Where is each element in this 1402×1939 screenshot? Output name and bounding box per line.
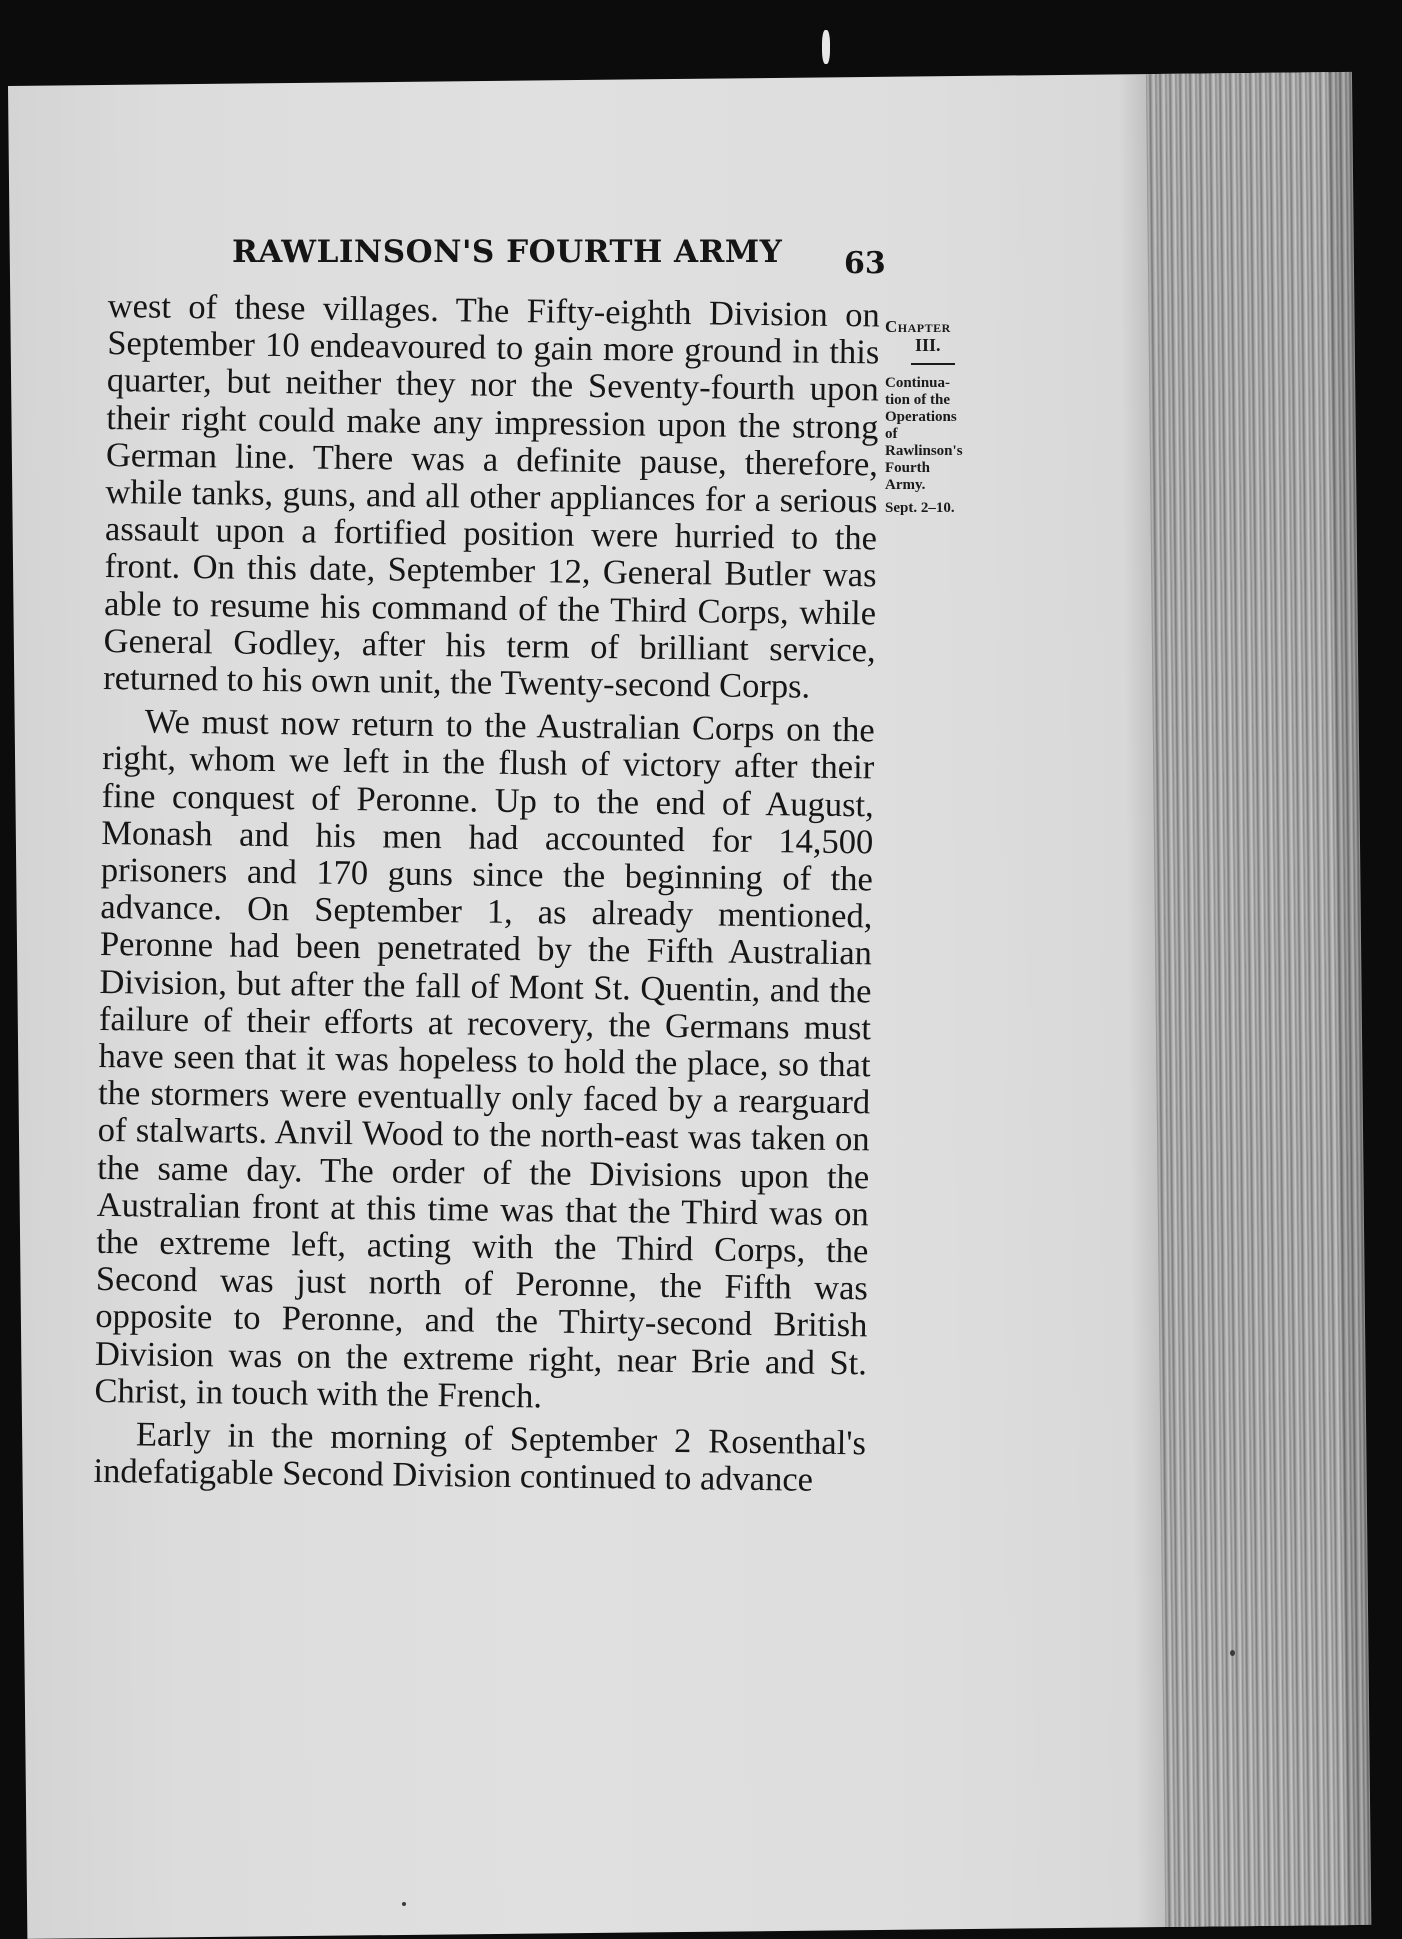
margin-note-line: Army. [885, 477, 926, 493]
margin-note-line: Operations [885, 409, 957, 425]
margin-note-line: of [885, 426, 898, 442]
paragraph-3: Early in the morning of September 2 Rosenthal's indefatigable Second Division continued to advance [93, 1415, 867, 1499]
margin-date: Sept. 2–10. [885, 500, 955, 516]
page-tab-mark [822, 30, 830, 64]
paragraph-1: west of these villages. The Fifty-eighth Division on September 10 endeavoured to gain more ground in this quarter, but neither they nor the Seventy-fourth upon their right could make any impression upon the strong German line. There was a definite pause, therefore, while tanks, guns, and all other appliances for a serious assault upon a fortified position were hurried to the front. On this date, September 12, General Butler was able to resume his command of the Third Corps, while General Godley, after his term of brilliant service, returned to his own unit, the Twenty-second Corps. [103, 287, 880, 706]
margin-notes [885, 318, 1010, 517]
margin-chapter-label: Chapter [885, 317, 951, 336]
margin-note-line: Rawlinson's [885, 443, 963, 459]
page-edge-stack [1146, 72, 1371, 1927]
body-text [93, 288, 880, 1500]
margin-chapter-number: III. [915, 335, 941, 355]
print-speck [402, 1902, 406, 1906]
margin-note-line: Fourth [885, 460, 930, 476]
paragraph-2: We must now return to the Australian Corps on the right, whom we left in the flush of victory after their fine conquest of Peronne. Up to the end of August, Monash and his men had accounted for 14,500 prisoners and 170 guns since the beginning of the advance. On September 1, as already mentioned, Peronne had been penetrated by the Fifth Australian Division, but after the fall of Mont St. Quentin, and the failure of their efforts at recovery, the Germans must have seen that it was hopeless to hold the place, so that the stormers were eventually only faced by a rearguard of stalwarts. Anvil Wood to the north-east was taken on the same day. The order of the Divisions upon the Australian front at this time was that the Third was on the extreme left, acting with the Third Corps, the Second was just north of Peronne, the Fifth was opposite to Peronne, and the Thirty-second British Division was on the extreme right, near Brie and St. Christ, in touch with the French. [94, 702, 875, 1416]
margin-note-line: tion of the [885, 392, 950, 408]
margin-note-line: Continua- [885, 375, 951, 391]
margin-rule [911, 363, 955, 365]
page-number: 63 [844, 246, 886, 281]
print-speck [1230, 1650, 1235, 1656]
running-head: RAWLINSON'S FOURTH ARMY [232, 234, 783, 270]
